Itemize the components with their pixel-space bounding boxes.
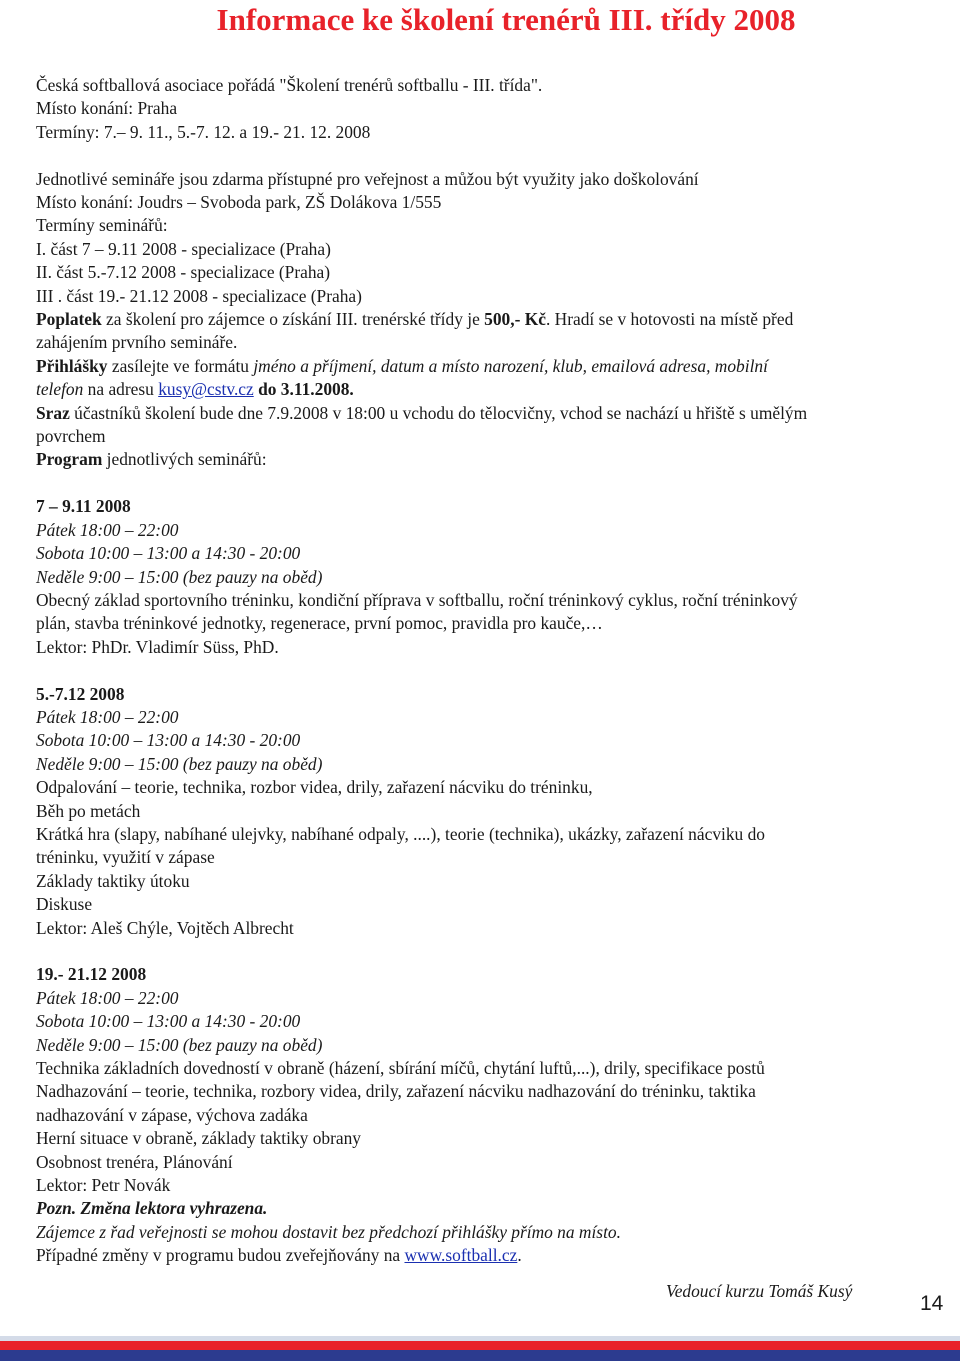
page-number: 14: [920, 1292, 944, 1315]
fee-text-2: . Hradí se v hotovosti na místě před: [545, 309, 794, 330]
note-changes-end: .: [517, 1245, 522, 1266]
meeting-text: účastníků školení bude dne 7.9.2008 v 18:00 u vchodu do tělocvičny, vchod se nachází u hřiště s umělým: [69, 402, 808, 423]
block-3-line: Technika základních dovedností v obraně (házení, sbírání míčů, chytání luftů,...), drily, specifikace postů: [36, 1058, 765, 1078]
block-2-saturday: Sobota 10:00 – 13:00 a 14:30 - 20:00: [36, 730, 301, 751]
applications-text: zasílejte ve formátu: [107, 355, 254, 376]
block-1-line: Obecný základ sportovního tréninku, kondiční příprava v softballu, roční tréninkový cyklus, roční tréninkový: [36, 589, 798, 610]
applications-label: Přihlášky: [36, 355, 108, 376]
document-body: [36, 74, 916, 1268]
note-changes: [36, 1244, 916, 1267]
seminars-terms-label: Termíny: [36, 215, 95, 236]
spacer: [36, 144, 916, 167]
spacer: [36, 940, 916, 963]
block-2-lecturer: Lektor: Aleš Chýle, Vojtěch Albrecht: [36, 917, 294, 938]
fee-amount: 500,- Kč: [484, 309, 546, 330]
meeting-line-2: povrchem: [36, 426, 106, 447]
footer-rule-blue: [0, 1350, 960, 1361]
block-3-sunday: Neděle 9:00 – 15:00 (bez pauzy na oběd): [36, 1034, 323, 1055]
note-lecturer-change: Pozn. Změna lektora vyhrazena.: [36, 1198, 268, 1219]
fee-text: za školení pro zájemce o získání III. trenérské třídy je: [101, 309, 485, 330]
block-3-lecturer: Lektor: Petr Novák: [36, 1175, 171, 1196]
intro-line-dates: Termíny: 7.– 9. 11., 5.-7. 12. a 19.- 21. 12. 2008: [36, 121, 371, 142]
seminar-part-3: III . část 19.- 21.12 2008 - specializace (Praha): [36, 285, 362, 306]
block-1-saturday: Sobota 10:00 – 13:00 a 14:30 - 20:00: [36, 543, 301, 564]
signature: Vedoucí kurzu Tomáš Kusý: [666, 1281, 853, 1301]
website-link[interactable]: www.softball.cz: [404, 1245, 518, 1266]
seminars-intro: Jednotlivé semináře jsou zdarma přístupné pro veřejnost a můžou být využity jako doškolování: [36, 168, 699, 189]
block-2-friday: Pátek 18:00 – 22:00: [36, 706, 179, 727]
fee-line: [36, 308, 916, 331]
seminars-terms-rest: seminářů:: [94, 215, 168, 236]
block-2-line: tréninku, využití v zápase: [36, 847, 215, 868]
meeting-line: [36, 402, 916, 425]
block-3-saturday: Sobota 10:00 – 13:00 a 14:30 - 20:00: [36, 1011, 301, 1032]
footer-rule-red: [0, 1341, 960, 1350]
note-changes-text: Případné změny v programu budou zveřejňovány na: [36, 1245, 405, 1266]
block-2-date: 5.-7.12 2008: [36, 683, 125, 704]
program-rest: jednotlivých seminářů:: [102, 449, 267, 470]
block-3-friday: Pátek 18:00 – 22:00: [36, 987, 179, 1008]
block-3-line: Osobnost trenéra, Plánování: [36, 1151, 233, 1172]
seminars-terms: [36, 214, 916, 237]
block-3-date: 19.- 21.12 2008: [36, 964, 147, 985]
block-1-line: plán, stavba tréninkové jednotky, regenerace, první pomoc, pravidla pro kauče,…: [36, 613, 603, 634]
intro-line-organizer: Česká softballová asociace pořádá "Školení trenérů softballu - III. třída".: [36, 75, 543, 95]
intro-line-place: Místo konání: Praha: [36, 98, 178, 119]
spacer: [36, 472, 916, 495]
seminars-place: Místo konání: Joudrs – Svoboda park, ZŠ Dolákova 1/555: [36, 192, 442, 213]
block-1-lecturer: Lektor: PhDr. Vladimír Süss, PhD.: [36, 636, 279, 657]
applications-format: jméno a příjmení, datum a místo narození, klub, emailová adresa, mobilní: [253, 355, 768, 376]
block-1-date: 7 – 9.11 2008: [36, 496, 131, 517]
seminar-part-2: II. část 5.-7.12 2008 - specializace (Praha): [36, 262, 331, 283]
block-3-line: Nadhazování – teorie, technika, rozbory videa, drily, zařazení nácviku nadhazování do tréninku, taktika: [36, 1081, 756, 1102]
block-3-line: Herní situace v obraně, základy taktiky obrany: [36, 1128, 361, 1149]
block-2-line: Základy taktiky útoku: [36, 870, 190, 891]
fee-line-2: zahájením prvního semináře.: [36, 332, 238, 353]
block-2-sunday: Neděle 9:00 – 15:00 (bez pauzy na oběd): [36, 753, 323, 774]
block-2-line: Běh po metách: [36, 800, 141, 821]
applications-line: [36, 355, 916, 378]
block-3-line: nadhazování v zápase, výchova zadáka: [36, 1104, 308, 1125]
email-link[interactable]: kusy@cstv.cz: [158, 379, 254, 400]
block-2-line: Diskuse: [36, 894, 93, 915]
seminar-part-1: I. část 7 – 9.11 2008 - specializace (Praha): [36, 238, 331, 259]
block-1-sunday: Neděle 9:00 – 15:00 (bez pauzy na oběd): [36, 566, 323, 587]
applications-deadline: do 3.11.2008.: [253, 379, 354, 400]
block-2-line: Krátká hra (slapy, nabíhané ulejvky, nabíhané odpaly, ....), teorie (technika), ukázky, zařazení nácviku do: [36, 823, 765, 844]
spacer: [36, 659, 916, 682]
applications-text-2: na adresu: [83, 379, 159, 400]
program-label: Program: [36, 449, 103, 470]
fee-label: Poplatek: [36, 309, 102, 330]
applications-format-2: telefon: [36, 379, 84, 400]
meeting-label: Sraz: [36, 402, 70, 423]
applications-line-2: [36, 378, 916, 401]
block-2-line: Odpalování – teorie, technika, rozbor videa, drily, zařazení nácviku do tréninku,: [36, 777, 593, 798]
program-heading: [36, 448, 916, 471]
page-title: Informace ke školení trenérů III. třídy 2008: [216, 2, 796, 37]
block-1-friday: Pátek 18:00 – 22:00: [36, 519, 179, 540]
note-public: Zájemce z řad veřejnosti se mohou dostavit bez předchozí přihlášky přímo na místo.: [36, 1221, 621, 1242]
